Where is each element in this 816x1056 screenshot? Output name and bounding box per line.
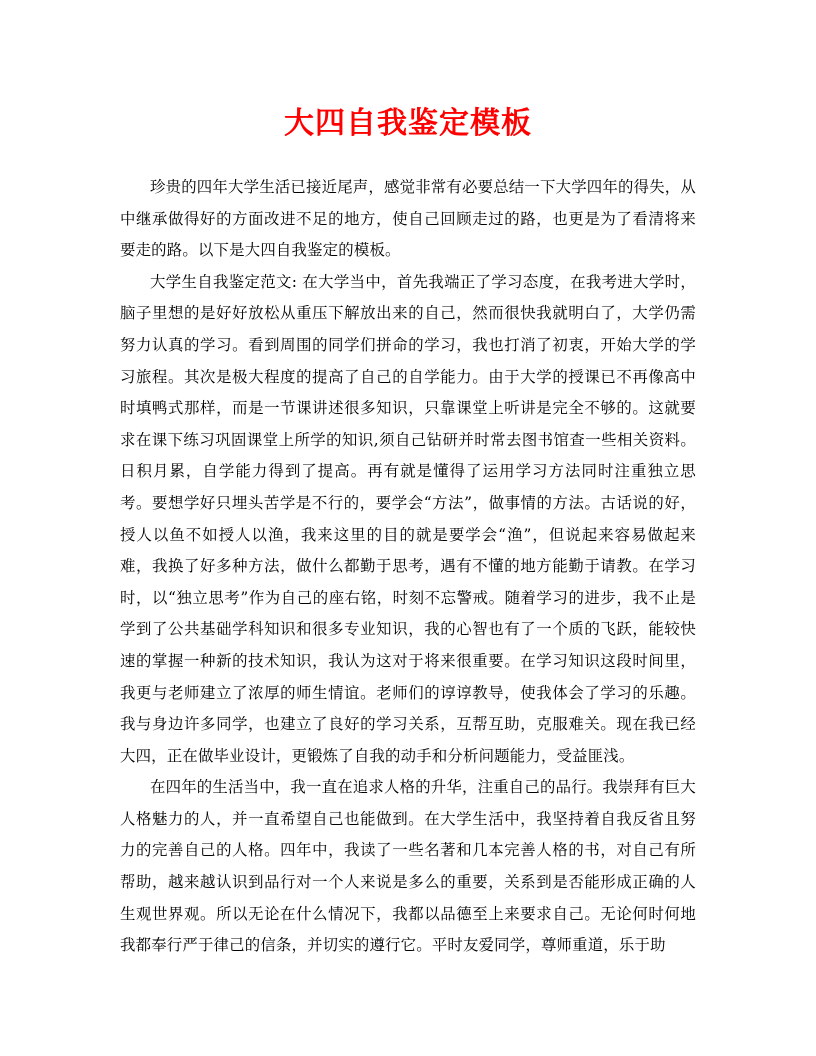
paragraph-study: 大学生自我鉴定范文: 在大学当中，首先我端正了学习态度，在我考进大学时，脑子里想的是好好放松从重压下解放出来的自己，然而很快我就明白了，大学仍需努力认真的学习。看到周围的同学们拼命的学习，我也打消了初衷，开始大学的学习旅程。其次是极大程度的提高了自己的自学能力。由于大学的授课已不再像高中时填鸭式那样，而是一节课讲述很多知识，只靠课堂上听讲是完全不够的。这就要求在课下练习巩固课堂上所学的知识,须自己钻研并时常去图书馆查一些相关资料。日积月累，自学能力得到了提高。再有就是懂得了运用学习方法同时注重独立思考。要想学好只埋头苦学是不行的，要学会“方法”，做事情的方法。古话说的好，授人以鱼不如授人以渔，我来这里的目的就是要学会“渔”，但说起来容易做起来难，我换了好多种方法，做什么都勤于思考，遇有不懂的地方能勤于请教。在学习时，以“独立思考”作为自己的座右铭，时刻不忘警戒。随着学习的进步，我不止是学到了公共基础学科知识和很多专业知识，我的心智也有了一个质的飞跃，能较快速的掌握一种新的技术知识，我认为这对于将来很重要。在学习知识这段时间里，我更与老师建立了浓厚的师生情谊。老师们的谆谆教导，使我体会了学习的乐趣。我与身边许多同学，也建立了良好的学习关系，互帮互助，克服难关。现在我已经大四，正在做毕业设计，更锻炼了自我的动手和分析问题能力，受益匪浅。 <box>120 272 696 765</box>
document-title: 大四自我鉴定模板 <box>284 106 532 141</box>
document-body <box>120 172 696 962</box>
paragraph-character: 在四年的生活当中，我一直在追求人格的升华，注重自己的品行。我崇拜有巨大人格魅力的人，并一直希望自己也能做到。在大学生活中，我坚持着自我反省且努力的完善自己的人格。四年中，我读了一些名著和几本完善人格的书，对自己有所帮助，越来越认识到品行对一个人来说是多么的重要，关系到是否能形成正确的人生观世界观。所以无论在什么情况下，我都以品德至上来要求自己。无论何时何地我都奉行严于律己的信条，并切实的遵行它。平时友爱同学，尊师重道，乐于助 <box>120 778 696 955</box>
paragraph-intro: 珍贵的四年大学生活已接近尾声，感觉非常有必要总结一下大学四年的得失，从中继承做得好的方面改进不足的地方，使自己回顾走过的路，也更是为了看清将来要走的路。以下是大四自我鉴定的模板。 <box>120 178 696 260</box>
